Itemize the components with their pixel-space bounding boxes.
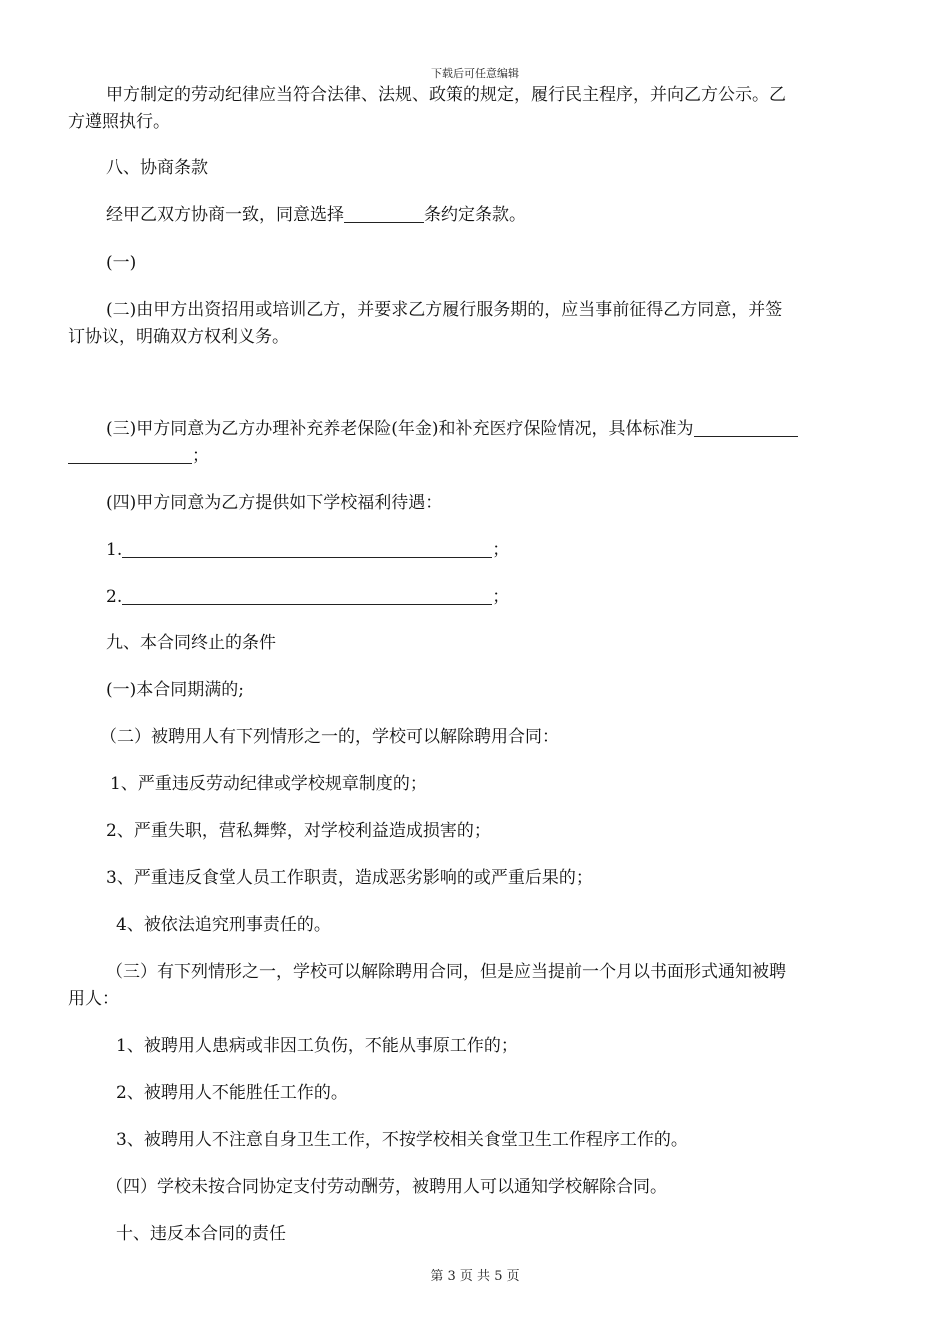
clause-text: (三)甲方同意为乙方办理补充养老保险(年金)和补充医疗保险情况，具体标准为 [106,419,694,439]
list-item: 1、严重违反劳动纪律或学校规章制度的； [110,774,427,794]
agreement-text-before: 经甲乙双方协商一致，同意选择 [106,205,344,225]
list-item: 3、被聘用人不注意自身卫生工作，不按学校相关食堂卫生工作程序工作的。 [116,1130,688,1150]
benefit-end: ； [492,587,510,607]
clause-item [68,441,209,471]
clause-item: 订协议，明确双方权利义务。 [68,327,289,347]
benefit-line [106,535,509,565]
clause-item: （二）被聘用人有下列情形之一的，学校可以解除聘用合同： [100,727,559,747]
list-item: 2、严重失职，营私舞弊，对学校利益造成损害的； [106,821,491,841]
clause-item [106,414,798,444]
paragraph-line: 甲方制定的劳动纪律应当符合法律、法规、政策的规定，履行民主程序，并向乙方公示。乙 [106,85,786,105]
clause-item: (四)甲方同意为乙方提供如下学校福利待遇： [106,493,443,513]
list-item: 1、被聘用人患病或非因工负伤，不能从事原工作的； [116,1036,518,1056]
fill-blank [122,586,492,605]
clause-item: 用人： [68,989,119,1009]
benefit-number: 1. [106,540,123,560]
clause-item: (二)由甲方出资招用或培训乙方，并要求乙方履行服务期的，应当事前征得乙方同意，并签 [106,300,783,320]
clause-end: ； [192,446,209,466]
agreement-text-after: 条约定条款。 [424,205,526,225]
clause-item: (一)本合同期满的; [106,680,244,700]
section-heading: 九、本合同终止的条件 [106,633,276,653]
benefit-end: ； [492,540,510,560]
section-heading: 八、协商条款 [106,158,208,178]
list-item: 3、严重违反食堂人员工作职责，造成恶劣影响的或严重后果的； [106,868,593,888]
page-footer: 第 3 页 共 5 页 [430,1269,520,1284]
agreement-line [106,200,526,230]
list-item: 2、被聘用人不能胜任工作的。 [116,1083,348,1103]
fill-blank [694,418,798,437]
fill-blank [122,539,492,558]
fill-blank [68,445,192,464]
clause-item: (一) [106,253,137,273]
benefit-number: 2. [106,587,123,607]
page-header: 下载后可任意编辑 [431,67,519,80]
clause-item: （三）有下列情形之一，学校可以解除聘用合同，但是应当提前一个月以书面形式通知被聘 [106,962,786,982]
section-heading: 十、违反本合同的责任 [116,1224,286,1244]
list-item: 4、被依法追究刑事责任的。 [116,915,331,935]
fill-blank [344,204,424,223]
benefit-line [106,582,509,612]
paragraph-line: 方遵照执行。 [68,112,170,132]
clause-item: （四）学校未按合同协定支付劳动酬劳，被聘用人可以通知学校解除合同。 [106,1177,667,1197]
